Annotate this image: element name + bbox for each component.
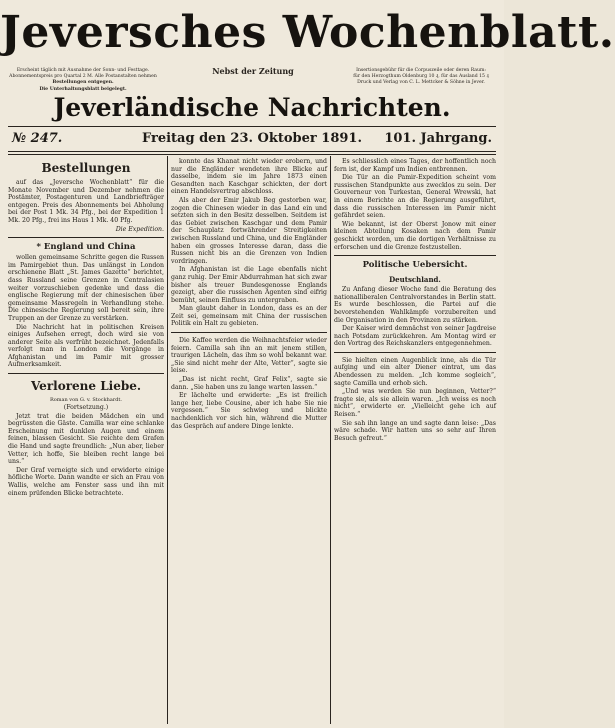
subheader-left-line: Erscheint täglich mit Ausnahme der Sonn- und Festtage.	[16, 68, 150, 73]
article-paragraph: Jetzt trat die beiden Mädchen ein und begrüssten die Gäste. Camilla war eine schlanke Erscheinung mit dunklen Augen und einem feinen, blassen Gesicht. Sie reichte dem Grafen die Hand und sagte freundlich: „Nun aber, lieber Vetter, ich hoffe, Sie bleiben recht lange bei uns.“	[8, 412, 164, 466]
divider	[334, 352, 496, 353]
section-subheading: Deutschland.	[389, 275, 441, 285]
column-divider	[167, 156, 168, 724]
subheader-right-line: Druck und Verlag von C. L. Mettcker & Söhne in Jever.	[357, 80, 485, 86]
article-paragraph: Sie hielten einen Augenblick inne, als die Tür aufging und ein alter Diener eintrat, um das Abendessen zu melden. „Ich komme sogleich“, sagte Camilla und erhob sich.	[334, 356, 496, 387]
article-heading: * England und China	[36, 242, 136, 253]
column-1	[8, 158, 164, 724]
article-paragraph: In Afghanistan ist die Lage ebenfalls nicht ganz ruhig. Der Emir Abdurrahman hat sich zwar bisher als treuer Bundesgenosse Englands gezeigt, aber die russischen Agenten sind eifrig bemüht, seinen Einfluss zu untergraben.	[171, 266, 327, 304]
article-signature: Die Expedition.	[115, 225, 164, 233]
divider	[8, 154, 496, 155]
issue-number: № 247.	[12, 131, 63, 146]
article-heading: Bestellungen	[41, 161, 131, 175]
divider	[8, 373, 164, 374]
article-paragraph: Wie bekannt, ist der Oberst Jonow mit einer kleinen Abteilung Kosaken nach dem Pamir geschickt worden, um die dortigen Verhältnisse zu erforschen und die Grenze festzustellen.	[334, 220, 496, 251]
issue-date: Freitag den 23. Oktober 1891.	[141, 131, 363, 146]
article-paragraph: Die Tür an die Pamir-Expedition scheint vom russischen Standpunkte aus zwecklos zu sein. Der Gouverneur von Turkestan, General Wrewski, hat in einem Berichte an die Regierung ausgeführt, dass die russischen Interessen im Pamir nicht gefährdet seien.	[334, 174, 496, 220]
article-paragraph: Es schliesslich eines Tages, der hoffentlich noch fern ist, der Kampf um Indien entbrennen.	[334, 158, 496, 173]
article-paragraph: Als aber der Emir Jakub Beg gestorben war, zogen die Chinesen wieder in das Land ein und setzten sich in den Besitz desselben. Seitdem ist das Gebiet zwischen Kaschgar und dem Pamir der Schauplatz fortwährender Streitigkeiten zwischen Russland und China, und die Engländer haben ein grosses Interesse daran, dass die Russen nicht bis an die Grenzen von Indien vordringen.	[171, 196, 327, 265]
article-paragraph: auf das „Jeversche Wochenblatt“ für die Monate November und Dezember nehmen die Postämter, Postagenturen und Landbriefträger entgegen. Preis des Abonnements bei Abholung bei der Post 1 Mk. 34 Pfg., bei der Expedition 1 Mk. 20 Pfg., frei ins Haus 1 Mk. 40 Pfg.	[8, 179, 164, 224]
article-heading: Verlorene Liebe.	[30, 379, 142, 394]
article-paragraph: Man glaubt daher in London, dass es an der Zeit sei, gemeinsam mit China der russischen Politik ein Halt zu gebieten.	[171, 305, 327, 328]
article-paragraph: Der Kaiser wird demnächst von seiner Jagdreise nach Potsdam zurückkehren. Am Montag wird er den Vortrag des Reichskanzlers entgegennehmen.	[334, 325, 496, 348]
article-paragraph: wollen gemeinsame Schritte gegen die Russen im Pamirgebiet thun. Das unlängst in London erschienene Blatt „St. James Gazette“ berichtet, dass Russland seine Grenzen in Centralasien weiter vorzuschieben gedenke und dass die englische Regierung mit der chinesischen über gemeinsame Massregeln in Verhandlung stehe. Die chinesische Regierung soll bereit sein, ihre Truppen an der Grenze zu verstärken.	[8, 254, 164, 322]
subheader-right	[346, 68, 496, 87]
article-paragraph: Der Graf verneigte sich und erwiderte einige höfliche Worte. Dann wandte er sich an Frau von Wallis, welche am Fenster sass und ihn mit einem prüfenden Blicke betrachtete.	[8, 466, 164, 497]
divider	[171, 332, 327, 333]
column-3	[334, 158, 496, 724]
volume-year: 101. Jahrgang.	[384, 131, 492, 146]
article-continuation: (Fortsetzung.)	[63, 404, 109, 412]
masthead-subtitle: Jeverländische Nachrichten.	[53, 93, 451, 122]
article-paragraph: Sie sah ihn lange an und sagte dann leise: „Das wäre schade. Wir hatten uns so sehr auf Ihren Besuch gefreut.“	[334, 419, 496, 442]
article-paragraph: Zu Anfang dieser Woche fand die Beratung des nationalliberalen Centralvorstandes in Berlin statt. Es wurde beschlossen, die Partei auf die bevorstehenden Wahlkämpfe vorzubereiten und die Organisation in den Provinzen zu stärken.	[334, 286, 496, 324]
article-paragraph: Die Kaffee werden die Weihnachtsfeier wieder feiern. Camilla sah ihn an mit jenem stillen, traurigen Lächeln, das ihm so wohl bekannt war. „Sie sind nicht mehr der Alte, Vetter“, sagte sie leise.	[171, 337, 327, 375]
subheader-left	[8, 68, 158, 93]
subheader-left-line: Bestellungen entgegen.	[52, 80, 114, 86]
subheader-left-line: Abonnementspreis pro Quartal 2 M. Alle Postanstalten nehmen	[9, 74, 157, 80]
divider	[8, 126, 496, 127]
article-paragraph: konnte das Khanat nicht wieder erobern, und nur die Engländer wendeten ihre Blicke auf dasselbe, indem sie im Jahre 1873 einen Gesandten nach Kaschgar schickten, der dort einen Handelsvertrag abschloss.	[171, 158, 327, 196]
article-paragraph: „Und was werden Sie nun beginnen, Vetter?“ fragte sie, als sie allein waren. „Ich weiss es noch nicht“, erwiderte er. „Vielleicht gehe ich auf Reisen.“	[334, 388, 496, 419]
divider	[334, 255, 496, 256]
section-heading: Politische Uebersicht.	[362, 260, 468, 271]
dateline	[8, 128, 496, 150]
article-paragraph: Die Nachricht hat in politischen Kreisen einiges Aufsehen erregt, doch wird sie von anderer Seite als verfrüht bezeichnet. Jedenfalls verfolgt man in London die Vorgänge in Afghanistan und im Pamir mit grosser Aufmerksamkeit.	[8, 323, 164, 369]
subheader-middle: Nebst der Zeitung	[212, 66, 294, 76]
divider	[8, 237, 164, 238]
subheader-left-line: Die Unterhaltungsblatt beigelegt.	[39, 86, 127, 92]
subheader-right-line: Insertionsgebühr für die Corpuszeile oder deren Raum:	[356, 68, 486, 73]
article-paragraph: Er lächelte und erwiderte: „Es ist freilich lange her, liebe Cousine, aber ich habe Sie nie vergessen.“ Sie schwieg und blickte nachdenklich vor sich hin, während die Mutter das Gespräch auf andere Dinge lenkte.	[171, 392, 327, 430]
article-paragraph: „Das ist nicht recht, Graf Felix“, sagte sie dann. „Sie haben uns zu lange warten lassen.“	[171, 376, 327, 391]
column-2	[171, 158, 327, 724]
column-divider	[330, 156, 331, 724]
masthead-title: Jeversches Wochenblatt.	[0, 7, 615, 58]
divider	[8, 151, 496, 152]
subheader-right-line: für den Herzogthum Oldenburg 10 ₰, für das Ausland 15 ₰	[353, 74, 489, 80]
article-author: Roman von G. v. Stockhardt.	[49, 397, 123, 404]
